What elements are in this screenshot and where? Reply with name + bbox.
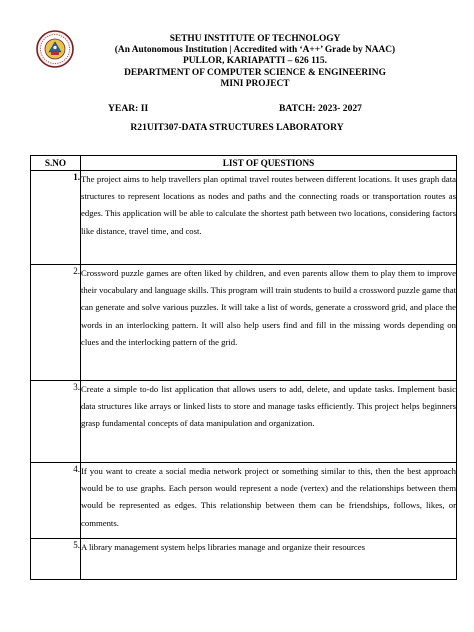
batch-label: BATCH: 2023- 2027 — [279, 103, 362, 114]
table-row — [31, 463, 457, 539]
questions-table — [30, 155, 457, 580]
address-line: PULLOR, KARIAPATTI – 626 115. — [183, 56, 327, 67]
course-title: R21UIT307-DATA STRUCTURES LABORATORY — [130, 122, 344, 133]
project-title: MINI PROJECT — [220, 78, 290, 89]
table-row — [31, 171, 457, 265]
row-number: 4. — [31, 463, 81, 539]
question-text: If you want to create a social media network project or something similar to this, then the best approach would be to use graphs. Each person would represent a node (vertex) and the relationships between them would be represented as edges. This relationship between them can be friendships, follows, likes, or comments. — [81, 463, 457, 539]
row-number: 2. — [31, 265, 81, 381]
department-name: DEPARTMENT OF COMPUTER SCIENCE & ENGINEERING — [124, 67, 386, 78]
row-number: 1. — [31, 171, 81, 265]
question-text: Create a simple to-do list application that allows users to add, delete, and update tasks. Implement basic data structures like arrays or linked lists to store and manage tasks efficiently. This project helps beginners grasp fundamental concepts of data manipulation and organization. — [81, 381, 457, 463]
table-row — [31, 381, 457, 463]
table-row — [31, 265, 457, 381]
institution-header — [90, 34, 420, 90]
institute-name: SETHU INSTITUTE OF TECHNOLOGY — [169, 34, 341, 44]
sno-column-header: S.NO — [31, 156, 81, 171]
questions-column-header: LIST OF QUESTIONS — [81, 156, 457, 171]
row-number: 5. — [31, 539, 81, 580]
year-label: YEAR: II — [108, 103, 149, 114]
table-row — [31, 539, 457, 580]
question-text: A library management system helps libraries manage and organize their resources — [81, 539, 457, 580]
question-text: The project aims to help travellers plan optimal travel routes between different locations. It uses graph data structures to represent locations as nodes and paths and the connecting roads or transportation routes as edges. This application will be able to calculate the shortest path between two locations, considering factors like distance, travel time, and cost. — [81, 171, 457, 265]
row-number: 3. — [31, 381, 81, 463]
question-text: Crossword puzzle games are often liked by children, and even parents allow them to play them to improve their vocabulary and language skills. This program will train students to build a crossword puzzle game that can generate and solve various puzzles. It will take a list of words, generate a crossword grid, and place the words in an interlocking pattern. It will also help users find and fill in the missing words depending on clues and the interlocking pattern of the grid. — [81, 265, 457, 381]
table-header-row — [31, 156, 457, 171]
institution-seal-icon — [36, 28, 74, 70]
accreditation-line: (An Autonomous Institution | Accredited with ‘A++’ Grade by NAAC) — [114, 45, 396, 56]
